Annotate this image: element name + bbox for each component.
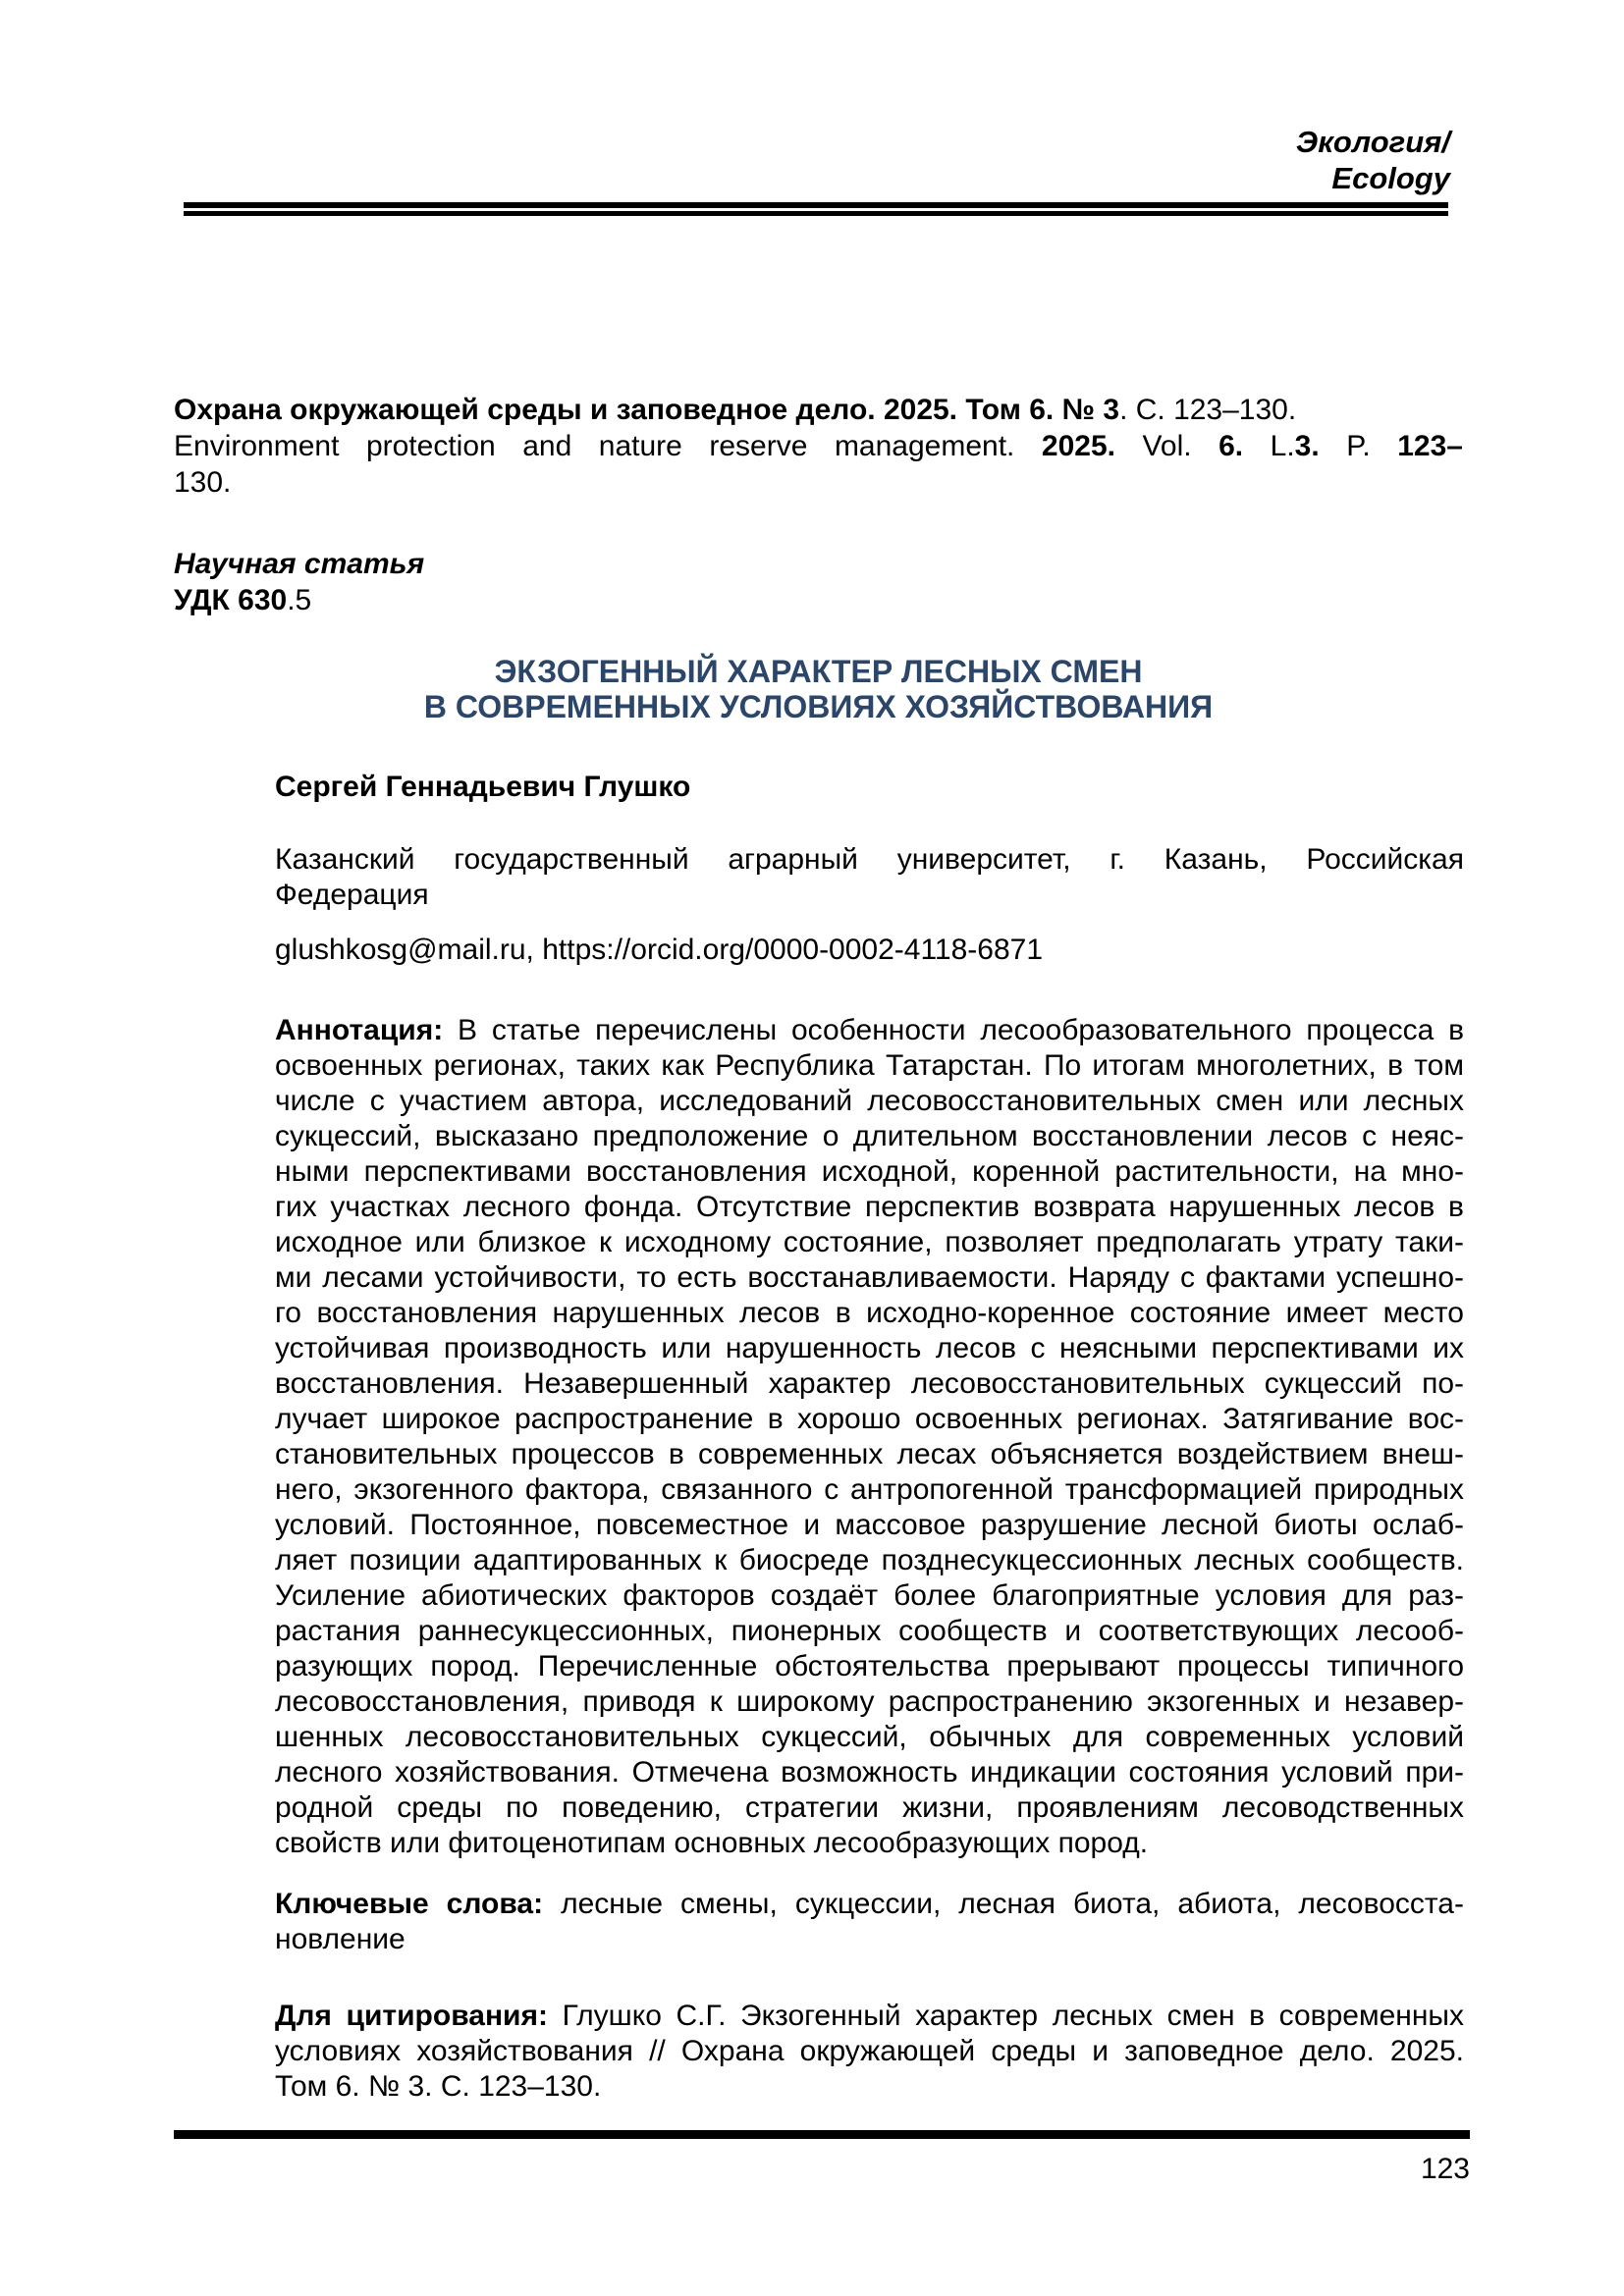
- article-meta-line: Научная статья: [174, 548, 425, 580]
- abstract-line: лучает широкое распространение в хорошо освоенных регионах. Затягивание вос-: [275, 1403, 1464, 1435]
- header-rubric-line: Экология/: [1295, 125, 1450, 159]
- abstract-line: ными перспективами восстановления исходной, коренной растительности, на мно-: [275, 1155, 1464, 1188]
- abstract-line: восстановления. Незавершенный характер лесовосстановительных сукцессий по-: [275, 1367, 1464, 1400]
- article-title: [174, 654, 1463, 724]
- citation-note-line: Для цитирования: Глушко С.Г. Экзогенный характер лесных смен в современных: [275, 2000, 1464, 2032]
- header-rubric: [1296, 124, 1450, 196]
- author-name: [275, 770, 1464, 805]
- page-number: 123: [1420, 2153, 1470, 2185]
- abstract-line: Усиление абиотических факторов создаёт более благоприятные условия для раз-: [275, 1579, 1464, 1612]
- contact-line: [275, 933, 1464, 968]
- keywords: [275, 1887, 1464, 1957]
- citation-note: [275, 1999, 1464, 2105]
- journal-citation-line: Environment protection and nature reserve management. 2025. Vol. 6. L.3. P. 123–: [174, 430, 1463, 462]
- abstract-line: ляет позиции адаптированных к биосреде позднесукцессионных лесных сообществ.: [275, 1544, 1464, 1576]
- abstract-line: лесного хозяйствования. Отмечена возможность индикации состояния условий при-: [275, 1756, 1464, 1789]
- footer-divider: [174, 2130, 1470, 2139]
- affiliation: [275, 842, 1464, 913]
- abstract-line: устойчивая производность или нарушенность лесов с неясными перспективами их: [275, 1332, 1464, 1364]
- abstract-line: условий. Постоянное, повсеместное и массовое разрушение лесной биоты ослаб-: [275, 1509, 1464, 1541]
- article-title-line: В СОВРЕМЕННЫХ УСЛОВИЯХ ХОЗЯЙСТВОВАНИЯ: [423, 689, 1214, 724]
- rubric-divider: [184, 202, 1448, 216]
- abstract-line: го восстановления нарушенных лесов в исходно-коренное состояние имеет место: [275, 1297, 1464, 1329]
- journal-citation: [174, 392, 1463, 501]
- abstract-line: родной среды по поведению, стратегии жизни, проявлениям лесоводственных: [275, 1791, 1464, 1824]
- affiliation-line: Федерация: [275, 879, 429, 911]
- abstract-line: становительных процессов в современных лесах объясняется воздействием внеш-: [275, 1438, 1464, 1470]
- abstract-line: ми лесами устойчивости, то есть восстанавливаемости. Наряду с фактами успешно-: [275, 1261, 1464, 1294]
- abstract-line: разующих пород. Перечисленные обстоятельства прерывают процессы типичного: [275, 1650, 1464, 1682]
- abstract: [275, 1013, 1464, 1861]
- abstract-line: числе с участием автора, исследований лесовосстановительных смен или лесных: [275, 1085, 1464, 1117]
- abstract-line: исходное или близкое к исходному состояние, позволяет предполагать утрату таки-: [275, 1226, 1464, 1258]
- article-type-udc: [174, 546, 1463, 618]
- citation-note-line: условиях хозяйствования // Охрана окружающей среды и заповедное дело. 2025.: [275, 2035, 1464, 2067]
- affiliation-line: Казанский государственный аграрный университет, г. Казань, Российская: [275, 843, 1464, 876]
- email-orcid-text: glushkosg@mail.ru, https://orcid.org/0000-0002-4118-6871: [275, 934, 1044, 966]
- header-rubric-line: Ecology: [1331, 161, 1450, 195]
- article-meta-line: УДК 630.5: [174, 584, 312, 616]
- article-title-line: ЭКЗОГЕННЫЙ ХАРАКТЕР ЛЕСНЫХ СМЕН: [494, 654, 1143, 689]
- abstract-line: шенных лесовосстановительных сукцессий, обычных для современных условий: [275, 1721, 1464, 1753]
- abstract-line: свойств или фитоценотипам основных лесообразующих пород.: [275, 1827, 1149, 1859]
- abstract-line: гих участках лесного фонда. Отсутствие перспектив возврата нарушенных лесов в: [275, 1191, 1464, 1223]
- abstract-line: лесовосстановления, приводя к широкому распространению экзогенных и незавер-: [275, 1685, 1464, 1718]
- citation-note-line: Том 6. № 3. С. 123–130.: [275, 2070, 602, 2103]
- abstract-line: освоенных регионах, таких как Республика Татарстан. По итогам многолетних, в том: [275, 1049, 1464, 1082]
- author-name-text: Сергей Геннадьевич Глушко: [275, 771, 691, 803]
- journal-citation-line: Охрана окружающей среды и заповедное дело. 2025. Том 6. № 3. С. 123–130.: [174, 394, 1297, 426]
- abstract-line: сукцессий, высказано предположение о длительном восстановлении лесов с неяс-: [275, 1120, 1464, 1152]
- abstract-line: Аннотация: В статье перечислены особенности лесообразовательного процесса в: [275, 1014, 1464, 1046]
- abstract-line: него, экзогенного фактора, связанного с антропогенной трансформацией природных: [275, 1473, 1464, 1506]
- keywords-line: Ключевые слова: лесные смены, сукцессии, лесная биота, абиота, лесовосста-: [275, 1888, 1464, 1920]
- abstract-line: растания раннесукцессионных, пионерных сообществ и соответствующих лесооб-: [275, 1615, 1464, 1647]
- journal-citation-line: 130.: [174, 466, 232, 499]
- keywords-line: новление: [275, 1923, 406, 1955]
